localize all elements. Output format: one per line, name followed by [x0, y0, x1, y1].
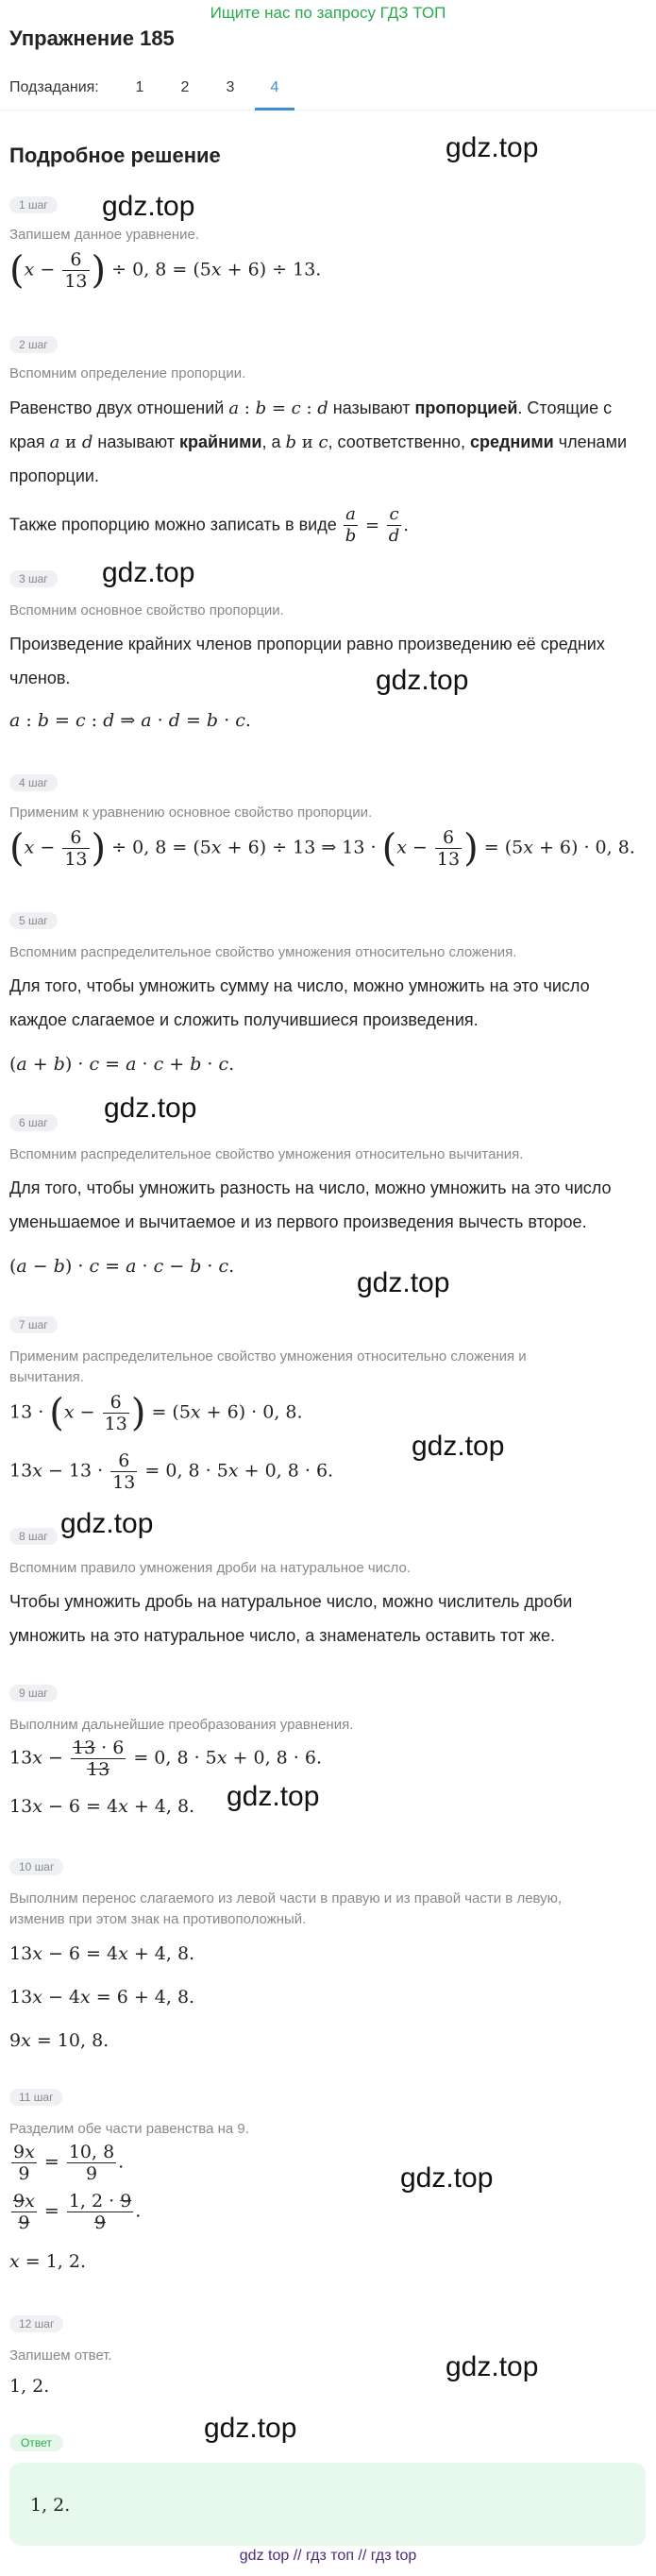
step-note: вычитания.	[9, 1369, 84, 1385]
definition-text: пропорции.	[9, 466, 99, 485]
equation: (a + b) · c = a · c + b · c.	[9, 1054, 235, 1075]
active-tab-indicator	[255, 108, 294, 110]
step-badge: 4 шаг	[9, 774, 58, 791]
answer-badge: Ответ	[9, 2434, 63, 2451]
equation: (x − $\frac{6}{13}$ ) ÷ 0, 8 = (5x + 6) ÷ 13.	[9, 248, 322, 293]
watermark: gdz.top	[446, 2351, 539, 2382]
equation: 1, 2.	[9, 2376, 50, 2397]
step-note: Выполним перенос слагаемого из левой части в правую и из правой части в левую,	[9, 1890, 563, 1907]
equation: x = 1, 2.	[9, 2251, 87, 2272]
equation: a : b = c : d ⇒ a · d = b · c.	[9, 710, 251, 731]
step-note: Выполним дальнейшие преобразования уравнения.	[9, 1717, 354, 1733]
watermark: gdz.top	[357, 1267, 450, 1298]
search-hint-link[interactable]: Ищите нас по запросу ГДЗ ТОП	[210, 4, 446, 22]
step-badge: 1 шаг	[9, 196, 58, 213]
step-note: Применим к уравнению основное свойство пропорции.	[9, 805, 373, 821]
equation: 13x − 13 · $\frac{6}{13}$ = 0, 8 · 5x + 0, 8 · 6.	[9, 1450, 334, 1493]
step-badge: 8 шаг	[9, 1528, 58, 1545]
watermark: gdz.top	[104, 1093, 197, 1124]
rule-text: Для того, чтобы умножить сумму на число, можно умножить на это число	[9, 976, 590, 995]
tab-subtask-1[interactable]: 1	[135, 79, 144, 95]
step-note: Разделим обе части равенства на 9.	[9, 2121, 249, 2137]
watermark: gdz.top	[376, 665, 469, 696]
watermark: gdz.top	[412, 1431, 505, 1462]
step-note: Вспомним распределительное свойство умножения относительно вычитания.	[9, 1146, 524, 1162]
watermark: gdz.top	[446, 132, 539, 163]
equation: $\frac{9x}{9}$ = $\frac{1, 2 \cdot 9}{9}$ .	[13, 2191, 142, 2233]
step-note: Применим распределительное свойство умножения относительно сложения и	[9, 1348, 527, 1364]
watermark: gdz.top	[102, 557, 195, 588]
step-badge: 6 шаг	[9, 1114, 58, 1131]
rule-text: Чтобы умножить дробь на натуральное число, можно числитель дроби	[9, 1592, 573, 1611]
equation: 9x = 10, 8.	[9, 2030, 109, 2051]
equation: (x − $\frac{6}{13}$ ) ÷ 0, 8 = (5x + 6) ÷ 13 ⇒ 13 · (x − $\frac{6}{13}$ ) = (5x + 6) · 0, 8.	[9, 826, 635, 871]
section-title: Подробное решение	[9, 144, 221, 167]
rule-text: уменьшаемое и вычитаемое и из первого произведения вычесть второе.	[9, 1212, 587, 1231]
footer-links[interactable]: gdz top // гдз топ // гдз top	[239, 2548, 417, 2564]
watermark: gdz.top	[227, 1781, 320, 1812]
definition-text: края a и d называют крайними, а b и c, соответственно, средними членами	[9, 432, 627, 452]
rule-text: каждое слагаемое и сложить получившиеся произведения.	[9, 1010, 479, 1029]
equation: 13x − $\frac{13 \cdot 6}{13}$ = 0, 8 · 5x + 0, 8 · 6.	[9, 1737, 323, 1780]
step-note: Вспомним основное свойство пропорции.	[9, 602, 284, 619]
step-badge: 3 шаг	[9, 570, 58, 587]
definition-text: Равенство двух отношений a : b = c : d называют пропорцией. Стоящие с	[9, 398, 613, 418]
page-title: Упражнение 185	[9, 26, 175, 50]
rule-text: Произведение крайних членов пропорции равно произведению её средних	[9, 635, 605, 653]
rule-text: умножить на это натуральное число, а знаменатель оставить тот же.	[9, 1626, 556, 1645]
step-badge: 2 шаг	[9, 336, 58, 353]
answer-box	[9, 2463, 646, 2546]
tab-subtask-3[interactable]: 3	[226, 79, 235, 95]
equation: 13x − 6 = 4x + 4, 8.	[9, 1943, 195, 1964]
tab-subtask-2[interactable]: 2	[180, 79, 190, 95]
watermark: gdz.top	[204, 2413, 297, 2444]
rule-text: Для того, чтобы умножить разность на число, можно умножить на это число	[9, 1178, 612, 1197]
step-badge: 12 шаг	[9, 2315, 63, 2332]
equation: 13x − 4x = 6 + 4, 8.	[9, 1987, 195, 2008]
equation: 13x − 6 = 4x + 4, 8.	[9, 1796, 195, 1817]
step-note: Вспомним определение пропорции.	[9, 365, 246, 381]
step-note: Запишем ответ.	[9, 2347, 112, 2364]
step-badge: 5 шаг	[9, 912, 58, 929]
equation: 13 · (x − $\frac{6}{13}$ ) = (5x + 6) · 0, 8.	[9, 1391, 303, 1435]
equation: $\frac{9x}{9}$ = $\frac{10, 8}{9}$ .	[13, 2142, 125, 2184]
definition-text: Также пропорцию можно записать в виде $\frac{a}{b}$ = $\frac{c}{d}$ .	[9, 504, 410, 546]
tab-subtask-4[interactable]: 4	[270, 79, 279, 95]
rule-text: членов.	[9, 669, 71, 687]
step-note: Запишем данное уравнение.	[9, 227, 200, 243]
watermark: gdz.top	[102, 191, 195, 222]
step-badge: 7 шаг	[9, 1316, 58, 1333]
step-note: Вспомним правило умножения дроби на натуральное число.	[9, 1560, 411, 1576]
equation: (a − b) · c = a · c − b · c.	[9, 1256, 235, 1277]
step-note: Вспомним распределительное свойство умножения относительно сложения.	[9, 944, 517, 960]
step-note: изменив при этом знак на противоположный.	[9, 1911, 307, 1927]
watermark: gdz.top	[400, 2162, 494, 2194]
subtasks-label: Подзадания:	[9, 79, 99, 95]
answer-value: 1, 2.	[30, 2495, 71, 2516]
step-badge: 11 шаг	[9, 2089, 62, 2106]
watermark: gdz.top	[60, 1508, 154, 1539]
step-badge: 9 шаг	[9, 1685, 58, 1702]
step-badge: 10 шаг	[9, 1858, 63, 1875]
